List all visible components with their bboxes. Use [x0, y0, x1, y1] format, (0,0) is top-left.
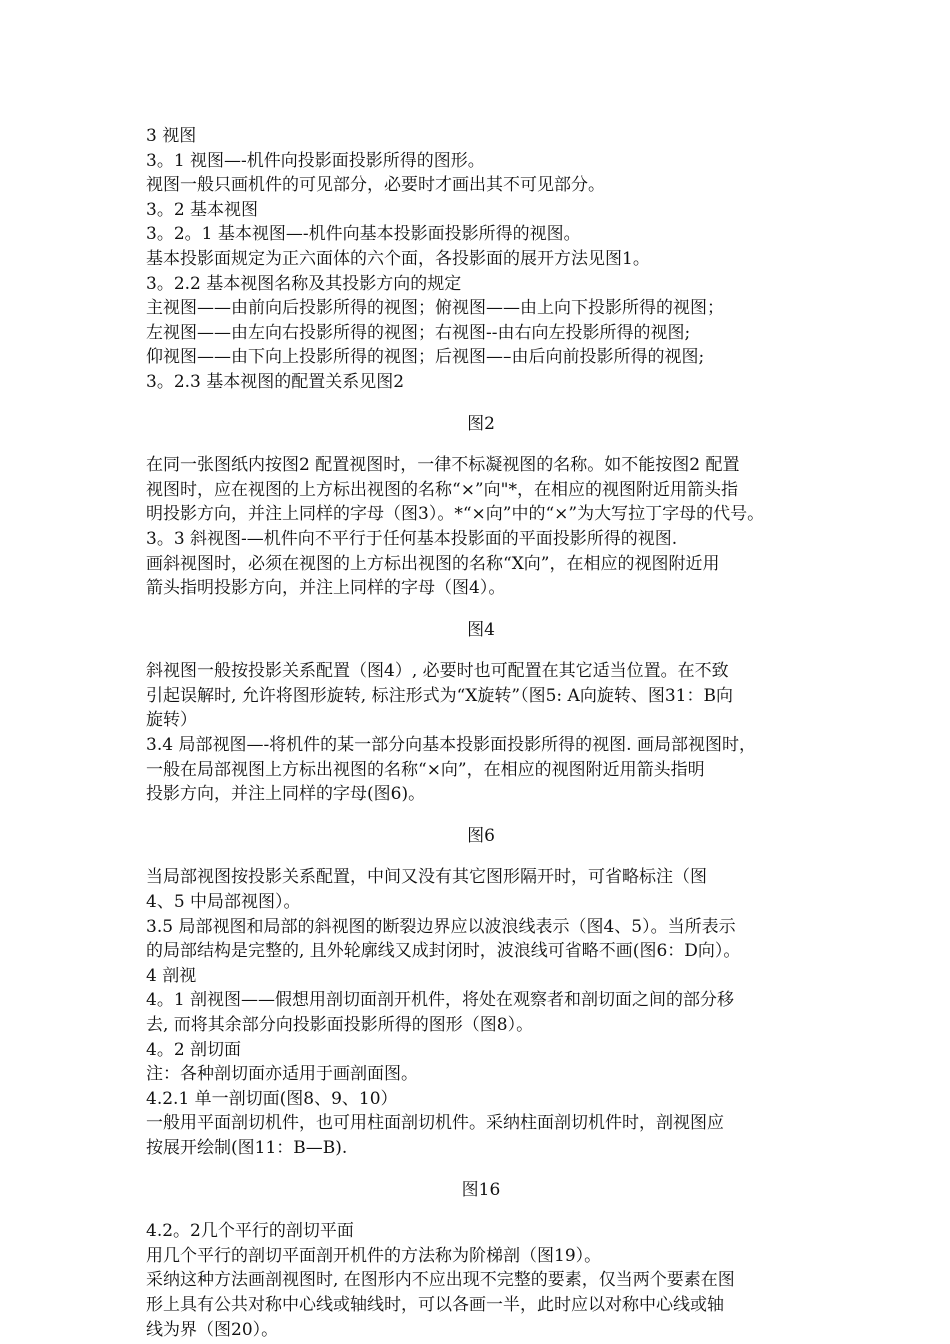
paragraph-line: 投影方向，并注上同样的字母(图6)。 — [146, 784, 426, 805]
figure-caption: 图6 — [467, 825, 495, 846]
subsection-heading: 3.4 局部视图—-将机件的某一部分向基本投影面投影所得的视图. 画局部视图时， — [146, 735, 756, 756]
subsection-heading: 4.2.1 单一剖切面(图8、9、10） — [146, 1088, 398, 1109]
paragraph-line: 旋转） — [146, 710, 197, 731]
paragraph-line: 视图一般只画机件的可见部分，必要时才画出其不可见部分。 — [146, 175, 605, 196]
paragraph-line: 仰视图——由下向上投影所得的视图；后视图—–由后向前投影所得的视图; — [146, 347, 705, 368]
paragraph-line: 用几个平行的剖切平面剖开机件的方法称为阶梯剖（图19）。 — [146, 1245, 602, 1266]
section-heading: 3 视图 — [146, 126, 197, 146]
paragraph-line: 主视图——由前向后投影所得的视图；俯视图——由上向下投影所得的视图； — [146, 298, 724, 319]
figure-caption: 图2 — [467, 413, 495, 434]
paragraph-line: 采纳这种方法画剖视图时, 在图形内不应出现不完整的要素，仅当两个要素在图 — [146, 1270, 735, 1291]
subsection-heading: 3。3 斜视图-—机件向不平行于任何基本投影面的平面投影所得的视图. — [146, 528, 678, 549]
section-heading: 4 剖视 — [146, 965, 197, 986]
paragraph-line: 去, 而将其余部分向投影面投影所得的图形（图8）。 — [146, 1015, 534, 1035]
paragraph-line: 线为界（图20）。 — [146, 1319, 279, 1340]
paragraph-line: 引起误解时, 允许将图形旋转, 标注形式为“X旋转”（图5: A向旋转、图31：B向 — [146, 685, 733, 706]
paragraph-line: 基本投影面规定为正六面体的六个面，各投影面的展开方法见图1。 — [146, 248, 650, 269]
paragraph-line: 形上具有公共对称中心线或轴线时，可以各画一半，此时应以对称中心线或轴 — [146, 1294, 724, 1315]
document-page — [146, 124, 816, 1342]
paragraph-line: 3。1 视图—-机件向投影面投影所得的图形。 — [146, 150, 485, 171]
paragraph-line: 一般在局部视图上方标出视图的名称“×向”，在相应的视图附近用箭头指明 — [146, 759, 705, 780]
figure-caption: 图16 — [461, 1179, 501, 1200]
subsection-heading: 3.5 局部视图和局部的斜视图的断裂边界应以波浪线表示（图4、5）。当所表示 — [146, 916, 736, 937]
subsection-heading: 4。2 剖切面 — [146, 1039, 242, 1060]
paragraph-line: 视图时，应在视图的上方标出视图的名称“×”向"*，在相应的视图附近用箭头指 — [146, 479, 738, 500]
paragraph-line: 的局部结构是完整的, 且外轮廓线又成封闭时，波浪线可省略不画(图6：D向）。 — [146, 941, 741, 962]
paragraph-line: 3。2。1 基本视图—-机件向基本投影面投影所得的视图。 — [146, 224, 581, 245]
paragraph-line: 一般用平面剖切机件，也可用柱面剖切机件。采纳柱面剖切机件时，剖视图应 — [146, 1113, 724, 1134]
note-line: 注：各种剖切面亦适用于画剖面图。 — [146, 1064, 418, 1085]
paragraph-line: 斜视图一般按投影关系配置（图4）, 必要时也可配置在其它适当位置。在不致 — [146, 661, 729, 682]
paragraph-line: 当局部视图按投影关系配置，中间又没有其它图形隔开时，可省略标注（图 — [146, 867, 707, 888]
paragraph-line: 左视图——由左向右投影所得的视图；右视图--由右向左投影所得的视图; — [146, 322, 691, 343]
subsection-heading: 3。2 基本视图 — [146, 199, 259, 220]
subsection-heading: 4.2。2几个平行的剖切平面 — [146, 1221, 354, 1242]
paragraph-line: 画斜视图时，必须在视图的上方标出视图的名称“X向”，在相应的视图附近用 — [146, 553, 720, 574]
subsection-heading: 3。2.2 基本视图名称及其投影方向的规定 — [146, 273, 462, 294]
paragraph-line: 按展开绘制(图11：B—B). — [146, 1137, 348, 1158]
figure-caption: 图4 — [467, 619, 495, 640]
paragraph-line: 在同一张图纸内按图2 配置视图时，一律不标凝视图的名称。如不能按图2 配置 — [146, 455, 740, 476]
subsection-heading: 4。1 剖视图——假想用剖切面剖开机件，将处在观察者和剖切面之间的部分移 — [146, 990, 735, 1011]
subsection-heading: 3。2.3 基本视图的配置关系见图2 — [146, 371, 405, 392]
paragraph-line: 明投影方向，并注上同样的字母（图3）。*“×向”中的“×”为大写拉丁字母的代号。 — [146, 504, 765, 525]
paragraph-line: 4、5 中局部视图）。 — [146, 892, 301, 913]
paragraph-line: 箭头指明投影方向，并注上同样的字母（图4）。 — [146, 578, 506, 599]
